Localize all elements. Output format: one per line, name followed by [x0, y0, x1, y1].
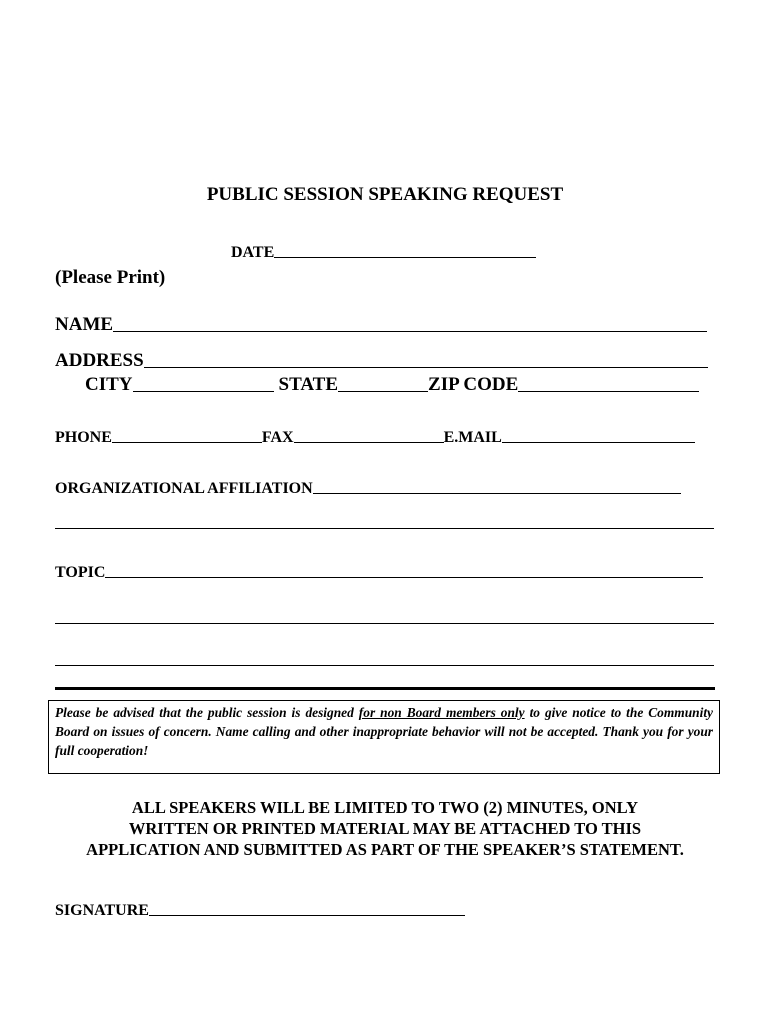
topic-continuation-line-2[interactable] [55, 665, 714, 666]
state-label: STATE [278, 374, 339, 395]
address-row [55, 350, 708, 372]
form-title: PUBLIC SESSION SPEAKING REQUEST [206, 184, 564, 205]
date-label: DATE [231, 244, 275, 261]
topic-label: TOPIC [55, 564, 106, 581]
address-label: ADDRESS [55, 350, 144, 371]
email-label: E.MAIL [443, 429, 502, 446]
zip-field[interactable] [518, 391, 699, 392]
notice-text-1: Please be advised that the public session is designed [55, 705, 359, 720]
affiliation-label: ORGANIZATIONAL AFFILIATION [55, 480, 313, 497]
speakers-notice-line-2: WRITTEN OR PRINTED MATERIAL MAY BE ATTACHED TO THIS [128, 819, 642, 838]
fax-label: FAX [261, 429, 294, 446]
city-state-zip-row [85, 374, 699, 396]
date-row [231, 244, 536, 262]
phone-label: PHONE [55, 429, 112, 446]
fax-field[interactable] [294, 442, 444, 443]
name-label: NAME [55, 314, 114, 335]
speakers-notice-line-3: APPLICATION AND SUBMITTED AS PART OF THE SPEAKER’S STATEMENT. [86, 840, 684, 859]
notice-text-2: to give notice to the Community Board on issues of concern. Name calling and other inappropriate behavior will not be accepted. Thank you for your full cooperation! [55, 705, 713, 758]
address-field[interactable] [144, 367, 708, 368]
notice-box [48, 700, 720, 774]
email-field[interactable] [502, 442, 695, 443]
affiliation-row [55, 480, 681, 498]
date-field[interactable] [274, 257, 536, 258]
contact-row [55, 429, 695, 447]
topic-continuation-line-1[interactable] [55, 623, 714, 624]
topic-field[interactable] [105, 577, 703, 578]
speakers-notice-line-1: ALL SPEAKERS WILL BE LIMITED TO TWO (2) MINUTES, ONLY [131, 798, 639, 817]
please-print-note: (Please Print) [55, 267, 166, 288]
state-field[interactable] [338, 391, 428, 392]
city-label: CITY [85, 374, 133, 395]
affiliation-continuation-line[interactable] [55, 528, 714, 529]
section-divider [55, 687, 715, 690]
name-row [55, 314, 707, 336]
signature-row [55, 902, 465, 920]
city-field[interactable] [133, 391, 274, 392]
speakers-notice [0, 797, 770, 860]
topic-row [55, 564, 703, 582]
signature-field[interactable] [149, 915, 465, 916]
name-field[interactable] [113, 331, 707, 332]
affiliation-field[interactable] [313, 493, 681, 494]
notice-underlined-text: for non Board members only [358, 705, 525, 720]
signature-label: SIGNATURE [55, 902, 149, 919]
zip-label: ZIP CODE [428, 374, 519, 395]
phone-field[interactable] [112, 442, 262, 443]
